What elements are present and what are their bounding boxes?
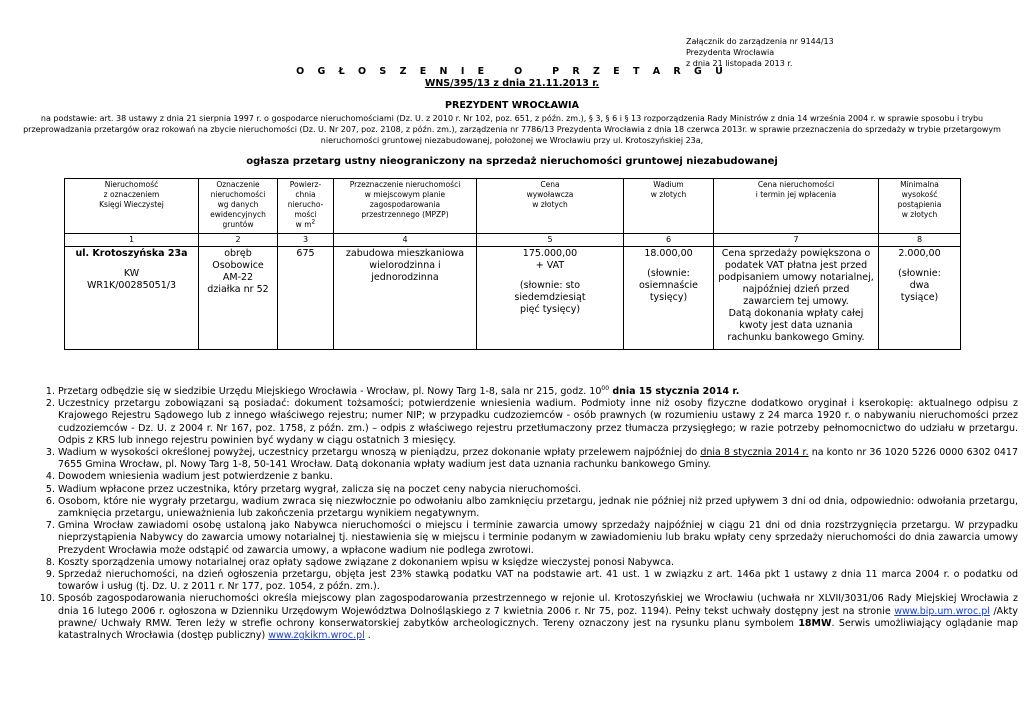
list-item: 3. Wadium w wysokości określonej powyżej, uczestnicy przetargu wnoszą w pieniądzu, przez dokonanie wpłaty przelewem najpóźniej do dnia 8 stycznia 2014 r. na konto nr 36 1020 5226 0000 6302 0417 7655 Gmina Wrocław, pl. Nowy Targ 1-8, 50-141 Wrocław. Datą dokonania wpłaty wadium jest data uznania rachunku bankowego Gminy. <box>58 447 1018 471</box>
header-area: Powierz- chnia nierucho- mości w $m^2$ <box>278 179 334 234</box>
cell-property <box>65 247 199 350</box>
conditions-list <box>24 386 1018 642</box>
list-item: 1. Przetarg odbędzie się w siedzibie Urzędu Miejskiego Wrocławia - Wrocław, pl. Nowy Targ 1-8, sala nr 215, godz. $10^{00}$ dnia 15 stycznia 2014 r. <box>58 386 1018 398</box>
column-number: 2 <box>199 234 278 247</box>
annex-line: Załącznik do zarządzenia nr 9144/13 <box>686 37 834 46</box>
cell-deposit: 18.000,00 (słownie: osiemnaście tysięcy) <box>624 247 714 350</box>
list-item: 7. Gmina Wrocław zawiadomi osobę ustaloną jako Nabywca nieruchomości o miejscu i terminie zawarcia umowy sprzedaży najpóźniej w ciągu 21 dni od dnia rozstrzygnięcia przetargu. W przypadku nieprzystąpienia Nabywcy do zawarcia umowy notarialnej tj. niestawienia się w miejscu i terminie podanym w zawiadomieniu lub braku wpłaty ceny sprzedaży nieruchomości do dnia zawarcia umowy Prezydent Wrocławia może odstąpić od zawarcia umowy, a wpłacone wadium nie podlega zwrotowi. <box>58 520 1018 557</box>
cell-price: 175.000,00 + VAT (słownie: sto siedemdziesiąt pięć tysięcy) <box>477 247 624 350</box>
column-number: 3 <box>278 234 334 247</box>
list-item: 9. Sprzedaż nieruchomości, na dzień ogłoszenia przetargu, objęta jest 23% stawką podatku VAT na podstawie art. 41 ust. 1 w związku z art. 146a pkt 1 ustawy z dnia 11 marca 2004 r. o podatku od towarów i usług (tj. Dz. U. z 2011 r. Nr 177, poz. 1054, z późn. zm.). <box>58 569 1018 593</box>
list-item: 4. Dowodem wniesienia wadium jest potwierdzenie z banku. <box>58 471 1018 483</box>
column-number: 7 <box>714 234 879 247</box>
column-number: 8 <box>879 234 961 247</box>
table-header-row <box>65 179 961 234</box>
kw-label: KW <box>123 268 140 279</box>
cell-area: 675 <box>278 247 334 350</box>
header-designation: Oznaczenie nieruchomości wg danych ewidencyjnych gruntów <box>199 179 278 234</box>
list-item: 8. Koszty sporządzenia umowy notarialnej oraz opłaty sądowe związane z dokonaniem wpisu w księdze wieczystej ponosi Nabywca. <box>58 557 1018 569</box>
kw-number: WR1K/00285051/3 <box>86 280 177 291</box>
header-price: Cena wywoławcza w złotych <box>477 179 624 234</box>
bip-link[interactable]: www.bip.um.wroc.pl <box>894 605 990 617</box>
issuer-title: PREZYDENT WROCŁAWIA <box>445 100 579 111</box>
column-number: 5 <box>477 234 624 247</box>
annex-line: z dnia 21 listopada 2013 r. <box>686 59 793 68</box>
plan-symbol: 18MW <box>798 617 832 629</box>
list-item: 5. Wadium wpłacone przez uczestnika, który przetarg wygrał, zalicza się na poczet ceny nabycia nieruchomości. <box>58 484 1018 496</box>
table-row <box>65 247 961 350</box>
announcement-subject: ogłasza przetarg ustny nieograniczony na sprzedaż nieruchomości gruntowej niezabudowanej <box>246 156 778 167</box>
cell-designation: obręb Osobowice AM-22 działka nr 52 <box>199 247 278 350</box>
legal-basis: na podstawie: art. 38 ustawy z dnia 21 sierpnia 1997 r. o gospodarce nieruchomościami (Dz. U. z 2010 r. Nr 102, poz. 651, z późn. zm.), § 3, § 6 i § 13 rozporządzenia Rady Ministrów z dnia 14 września 2004 r. w sprawie sposobu i trybu przeprowadzania przetargów oraz rokowań na zbycie nieruchomości (Dz. U. Nr 207, poz. 2108, z późn. zm.), zarządzenia nr 7786/13 Prezydenta Wrocławia z dnia 18 czerwca 2013r. w sprawie przeznaczenia do sprzedaży w trybie przetargowym nieruchomości gruntowej niezabudowanej, położonej we Wrocławiu przy ul. Krotoszyńskiej 23a, <box>23 114 1001 145</box>
property-table <box>64 178 961 350</box>
map-service-link[interactable]: www.zgkikm.wroc.pl <box>268 630 365 642</box>
column-number: 6 <box>624 234 714 247</box>
column-number: 4 <box>334 234 477 247</box>
header-purpose: Przeznaczenie nieruchomości w miejscowym planie zagospodarowania przestrzennego (MPZP) <box>334 179 477 234</box>
column-number: 1 <box>65 234 199 247</box>
announcement-title: O G Ł O S Z E N I E O P R Z E T A R G U <box>296 66 728 77</box>
cell-min-increment: 2.000,00 (słownie: dwa tysiące) <box>879 247 961 350</box>
reference-number: WNS/395/13 z dnia 21.11.2013 r. <box>424 78 600 89</box>
header-property: Nieruchomość z oznaczeniem Księgi Wieczystej <box>65 179 199 234</box>
header-deposit: Wadium w złotych <box>624 179 714 234</box>
list-item: 10. Sposób zagospodarowania nieruchomości określa miejscowy plan zagospodarowania przestrzennego w rejonie ul. Krotoszyńskiej we Wrocławiu (uchwała nr XLVII/3031/06 Rady Miejskiej Wrocławia z dnia 16 lutego 2006 r. ogłoszona w Dzienniku Urzędowym Województwa Dolnośląskiego z 7 kwietnia 2006 r. Nr 75, poz. 1194). Pełny tekst uchwały dostępny jest na stronie www.bip.um.wroc.pl /Akty prawne/ Uchwały RMW. Teren leży w strefie ochrony konserwatorskiej zabytków archeologicznych. Tereny oznaczony jest na rysunku planu symbolem 18MW. Serwis umożliwiający oglądanie map katastralnych Wrocławia (dostęp publiczny) www.zgkikm.wroc.pl . <box>58 593 1018 642</box>
cell-purpose: zabudowa mieszkaniowa wielorodzinna i jednorodzinna <box>334 247 477 350</box>
header-payment-terms: Cena nieruchomości i termin jej wpłacenia <box>714 179 879 234</box>
list-item: 6. Osobom, które nie wygrały przetargu, wadium zwraca się niezwłocznie po odwołaniu albo zamknięciu przetargu, jednak nie później niż przed upływem 3 dni od dnia, odpowiednio: odwołania przetargu, zamknięcia przetargu, unieważnienia lub zakończenia przetargu wynikiem negatywnym. <box>58 496 1018 520</box>
list-item: 2. Uczestnicy przetargu zobowiązani są posiadać: dokument tożsamości; potwierdzenie wniesienia wadium. Podmioty inne niż osoby fizyczne dodatkowo oryginał i kserokopię: aktualnego odpisu z Krajowego Rejestru Sądowego lub z innego właściwego rejestru; numer NIP; w przypadku cudzoziemców - osób prawnych (w rozumieniu ustawy z 24 marca 1920 r. o nabywaniu nieruchomości przez cudzoziemców - Dz. U. z 2004 r. Nr 167, poz. 1758, z późn. zm.) – odpis z właściwego rejestru przetłumaczony przez tłumacza przysięgłego; w razie potrzeby pełnomocnictwo do udziału w przetargu. Odpis z KRS lub innego rejestru powinien być wydany w ciągu ostatnich 3 miesięcy. <box>58 398 1018 447</box>
header-min-increment: Minimalna wysokość postąpienia w złotych <box>879 179 961 234</box>
cell-payment-terms: Cena sprzedaży powiększona o podatek VAT płatna jest przed podpisaniem umowy notarialnej, najpóźniej dzień przed zawarciem tej umowy. Datą dokonania wpłaty całej kwoty jest data uznania rachunku bankowego Gminy. <box>714 247 879 350</box>
annex-note <box>686 36 834 69</box>
annex-line: Prezydenta Wrocławia <box>686 48 775 57</box>
property-street: ul. Krotoszyńska 23a <box>75 248 188 259</box>
column-number-row <box>65 234 961 247</box>
